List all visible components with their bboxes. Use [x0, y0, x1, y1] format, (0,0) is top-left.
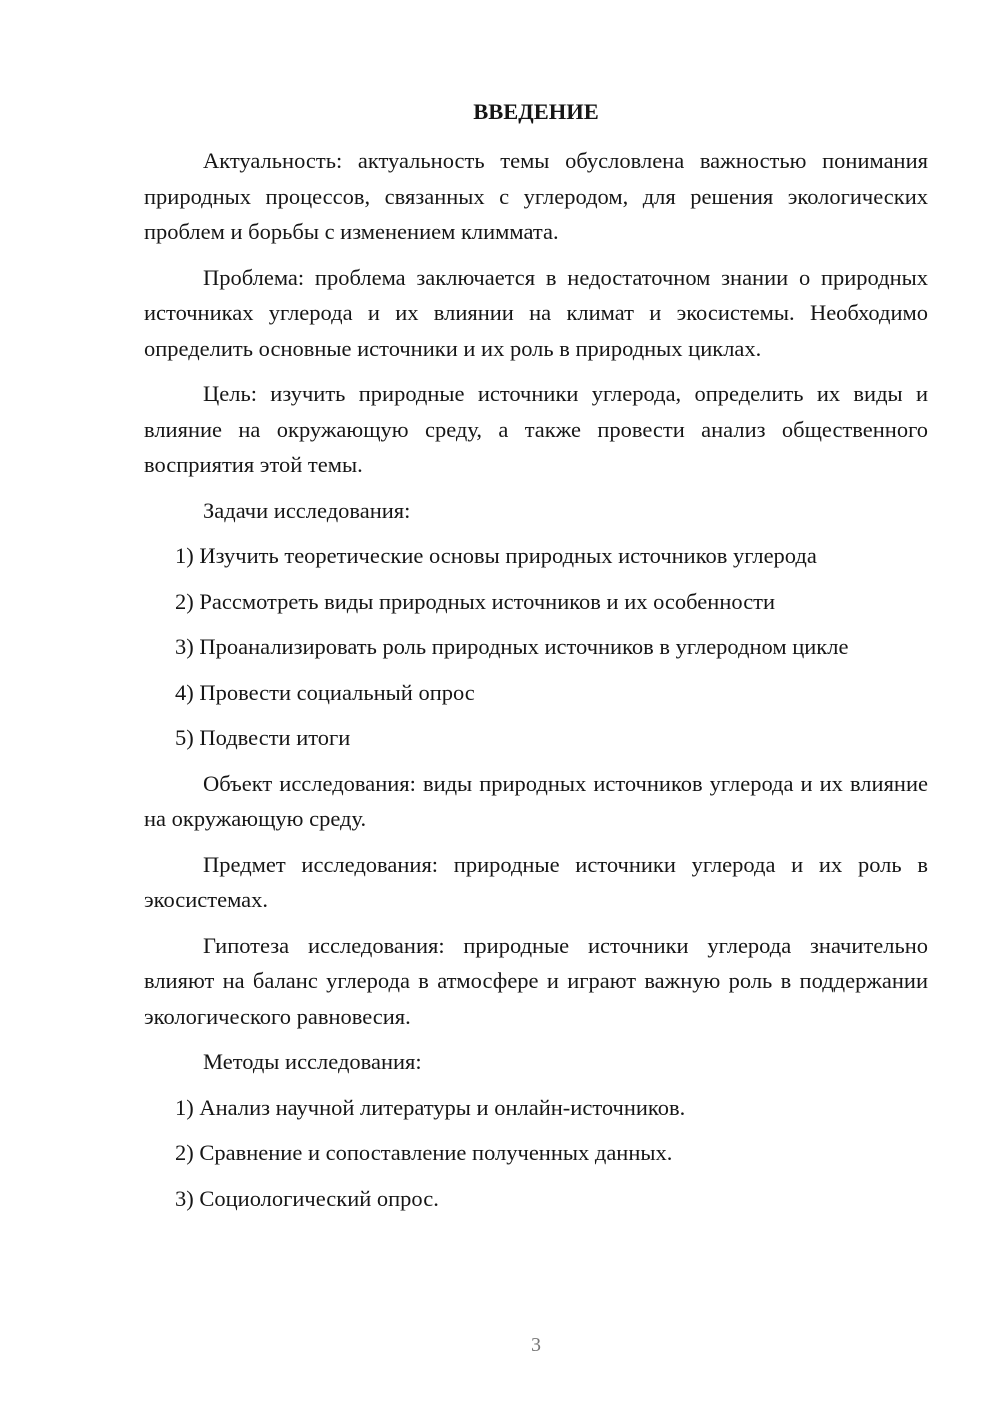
method-item: 2) Сравнение и сопоставление полученных данных. — [175, 1140, 673, 1165]
method-item: 3) Социологический опрос. — [175, 1185, 439, 1211]
section-heading: ВВЕДЕНИЕ — [473, 99, 599, 124]
page-number: 3 — [531, 1334, 541, 1356]
method-item: 1) Анализ научной литературы и онлайн-источников. — [175, 1094, 686, 1120]
methods-title: Методы исследования: — [203, 1049, 422, 1074]
goal-paragraph: Цель: изучить природные источники углерода, определить их виды и влияние на окружающую среду, а также провести анализ общественного восприятия этой темы. — [144, 381, 928, 477]
hypothesis-paragraph: Гипотеза исследования: природные источники углерода значительно влияют на баланс углерода в атмосфере и играют важную роль в поддержании экологического равновесия. — [144, 932, 928, 1029]
page-content — [144, 97, 928, 1226]
problem-paragraph: Проблема: проблема заключается в недостаточном знании о природных источниках углерода и их влиянии на климат и экосистемы. Необходимо определить основные источники и их роль в природных циклах. — [144, 264, 928, 361]
relevance-paragraph: Актуальность: актуальность темы обусловлена важностью понимания природных процессов, связанных с углеродом, для решения экологических проблем и борьбы с изменением климмата. — [144, 148, 928, 244]
task-item: 5) Подвести итоги — [175, 725, 351, 750]
task-item: 2) Рассмотреть виды природных источников и их особенности — [175, 588, 776, 614]
tasks-title: Задачи исследования: — [203, 497, 411, 523]
subject-paragraph: Предмет исследования: природные источники углерода и их роль в экосистемах. — [144, 851, 928, 912]
task-item: 4) Провести социальный опрос — [175, 679, 475, 705]
task-item: 3) Проанализировать роль природных источников в углеродном цикле — [175, 634, 849, 659]
task-item: 1) Изучить теоретические основы природных источников углерода — [175, 543, 817, 568]
object-paragraph: Объект исследования: виды природных источников углерода и их влияние на окружающую среду. — [144, 770, 928, 831]
